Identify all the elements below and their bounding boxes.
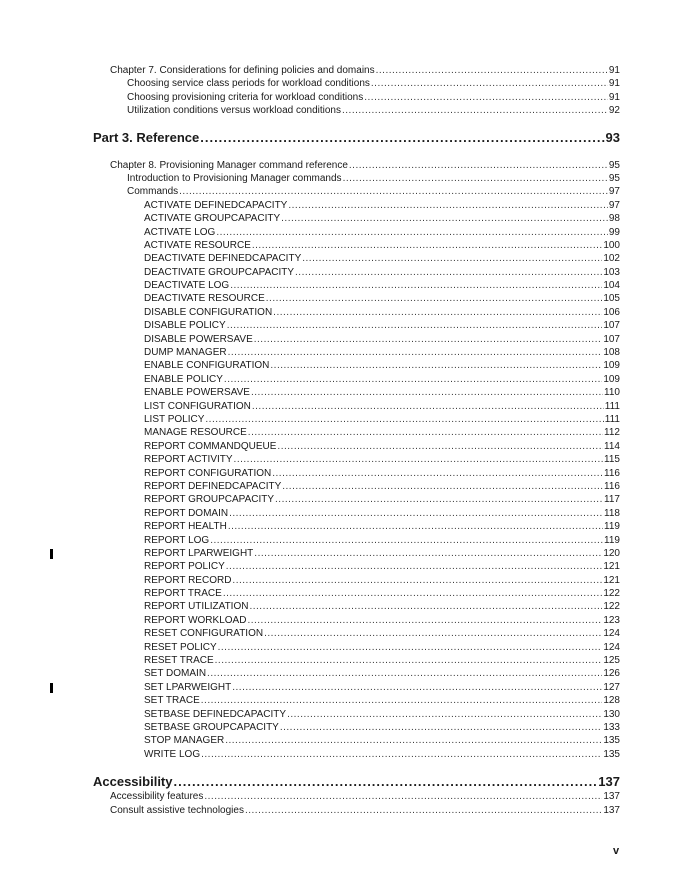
- toc-entry[interactable]: [0, 534, 620, 547]
- dot-leader: [249, 600, 602, 613]
- toc-entry[interactable]: [0, 480, 620, 493]
- toc-entry-page: 124: [603, 628, 620, 640]
- toc-entry-title: MANAGE RESOURCE: [144, 427, 247, 439]
- toc-entry-title: REPORT LPARWEIGHT: [144, 547, 254, 559]
- dot-leader: [245, 804, 602, 817]
- toc-entry[interactable]: [0, 694, 620, 707]
- toc-entry-page: 108: [603, 347, 620, 359]
- toc-entry-page: 122: [603, 588, 620, 600]
- revision-change-bar: [50, 683, 53, 693]
- toc-entry[interactable]: [0, 547, 620, 560]
- toc-entry-page: 99: [608, 226, 620, 238]
- toc-entry[interactable]: [0, 333, 620, 346]
- toc-entry-page: 124: [603, 641, 620, 653]
- dot-leader: [200, 130, 604, 146]
- part-page: 93: [605, 129, 620, 145]
- toc-entry-page: 112: [604, 427, 620, 439]
- dot-leader: [252, 239, 602, 252]
- toc-entry-title: Chapter 7. Considerations for defining policies and domains: [110, 65, 375, 76]
- toc-entry-page: 119: [604, 521, 620, 533]
- toc-entry-page: 97: [608, 199, 620, 211]
- toc-entry-title: WRITE LOG: [144, 748, 201, 760]
- toc-entry-title: REPORT GROUPCAPACITY: [144, 494, 275, 506]
- accessibility-title: Accessibility: [93, 774, 173, 790]
- toc-entry[interactable]: [0, 708, 620, 721]
- toc-entry[interactable]: [0, 574, 620, 587]
- toc-entry[interactable]: [0, 64, 620, 77]
- toc-entry-title: ENABLE POLICY: [144, 373, 223, 385]
- toc-entry-title: Introduction to Provisioning Manager commands: [127, 172, 342, 184]
- toc-group-chapter-7: [0, 64, 680, 118]
- revision-change-bar: [50, 549, 53, 559]
- dot-leader: [277, 440, 603, 453]
- page-number: v: [613, 845, 620, 857]
- toc-entry[interactable]: [0, 520, 620, 533]
- dot-leader: [230, 279, 602, 292]
- toc-entry[interactable]: [0, 426, 620, 439]
- toc-entry[interactable]: [0, 493, 620, 506]
- toc-entry-title: SET DOMAIN: [144, 668, 207, 680]
- dot-leader: [270, 359, 602, 372]
- toc-entry[interactable]: [0, 159, 620, 172]
- dot-leader: [364, 91, 608, 104]
- dot-leader: [264, 627, 602, 640]
- toc-entry[interactable]: [0, 654, 620, 667]
- dot-leader: [254, 333, 603, 346]
- toc-entry[interactable]: [0, 627, 620, 640]
- toc-entry-page: 135: [603, 748, 620, 760]
- toc-entry[interactable]: [0, 681, 620, 694]
- dot-leader: [302, 252, 602, 265]
- toc-entry-title: DEACTIVATE DEFINEDCAPACITY: [144, 253, 302, 265]
- toc-part-heading[interactable]: [0, 130, 620, 146]
- dot-leader: [207, 667, 602, 680]
- table-of-contents: [0, 64, 680, 817]
- toc-entry[interactable]: [0, 359, 620, 372]
- toc-entry-page: 111: [604, 400, 620, 412]
- dot-leader: [229, 507, 603, 520]
- toc-entry[interactable]: [0, 386, 620, 399]
- toc-entry-page: 116: [604, 480, 620, 492]
- toc-entry-page: 111: [604, 413, 620, 425]
- toc-entry-title: ACTIVATE LOG: [144, 226, 216, 238]
- toc-entry[interactable]: [0, 467, 620, 480]
- toc-entry-title: LIST POLICY: [144, 413, 205, 425]
- toc-entry-page: 109: [603, 373, 620, 385]
- toc-entry-title: SET TRACE: [144, 695, 200, 707]
- toc-entry[interactable]: [0, 306, 620, 319]
- dot-leader: [201, 748, 602, 761]
- dot-leader: [273, 306, 602, 319]
- toc-entry-title: REPORT COMMANDQUEUE: [144, 440, 277, 452]
- dot-leader: [232, 574, 602, 587]
- toc-entry-title: RESET POLICY: [144, 641, 217, 653]
- dot-leader: [225, 734, 602, 747]
- toc-entry-page: 95: [608, 159, 620, 171]
- toc-entry-title: Consult assistive technologies: [110, 804, 244, 816]
- toc-entry-title: REPORT DOMAIN: [144, 507, 229, 519]
- dot-leader: [349, 159, 608, 172]
- dot-leader: [272, 467, 603, 480]
- dot-leader: [218, 641, 603, 654]
- toc-entry-title: DISABLE POLICY: [144, 320, 226, 332]
- toc-entry-page: 100: [603, 239, 620, 251]
- toc-entry-title: SETBASE DEFINEDCAPACITY: [144, 708, 287, 720]
- toc-entry[interactable]: [0, 587, 620, 600]
- toc-entry-title: REPORT TRACE: [144, 588, 222, 600]
- toc-entry-page: 118: [604, 507, 620, 519]
- toc-entry-page: 107: [603, 333, 620, 345]
- dot-leader: [228, 520, 603, 533]
- dot-leader: [224, 373, 602, 386]
- toc-entry[interactable]: [0, 641, 620, 654]
- dot-leader: [343, 172, 608, 185]
- toc-entry-page: 95: [608, 172, 620, 184]
- toc-entry[interactable]: [0, 346, 620, 359]
- toc-entry[interactable]: [0, 292, 620, 305]
- toc-entry-title: DISABLE CONFIGURATION: [144, 306, 273, 318]
- toc-entry[interactable]: [0, 507, 620, 520]
- dot-leader: [210, 534, 603, 547]
- toc-entry-page: 105: [603, 293, 620, 305]
- toc-accessibility-heading[interactable]: [0, 774, 620, 790]
- toc-entry-title: DISABLE POWERSAVE: [144, 333, 253, 345]
- dot-leader: [281, 212, 608, 225]
- toc-entry-title: SETBASE GROUPCAPACITY: [144, 721, 279, 733]
- toc-entry[interactable]: [0, 804, 620, 817]
- toc-entry-page: 133: [603, 721, 620, 733]
- dot-leader: [232, 681, 602, 694]
- dot-leader: [247, 614, 602, 627]
- toc-entry-title: REPORT WORKLOAD: [144, 614, 247, 626]
- toc-entry-page: 92: [608, 105, 620, 117]
- toc-entry-page: 121: [603, 561, 620, 573]
- toc-entry[interactable]: [0, 400, 620, 413]
- toc-entry-page: 120: [603, 547, 620, 559]
- toc-entry-title: DEACTIVATE RESOURCE: [144, 293, 265, 305]
- toc-entry-title: ACTIVATE DEFINEDCAPACITY: [144, 199, 288, 211]
- toc-entry-title: REPORT LOG: [144, 534, 210, 546]
- dot-leader: [376, 64, 608, 77]
- toc-entry-title: SET LPARWEIGHT: [144, 681, 232, 693]
- toc-entry-title: Utilization conditions versus workload conditions: [127, 105, 341, 117]
- toc-entry-title: RESET TRACE: [144, 655, 214, 667]
- toc-entry-page: 97: [608, 186, 620, 198]
- toc-entry-title: ENABLE POWERSAVE: [144, 387, 250, 399]
- toc-group-chapter-8: [0, 159, 680, 762]
- toc-entry[interactable]: [0, 600, 620, 613]
- toc-entry-page: 130: [603, 708, 620, 720]
- toc-entry[interactable]: [0, 172, 620, 185]
- dot-leader: [252, 400, 604, 413]
- dot-leader: [228, 346, 603, 359]
- toc-entry[interactable]: [0, 239, 620, 252]
- dot-leader: [266, 292, 603, 305]
- toc-entry[interactable]: [0, 373, 620, 386]
- dot-leader: [174, 774, 598, 790]
- dot-leader: [205, 413, 603, 426]
- toc-entry[interactable]: [0, 185, 620, 198]
- dot-leader: [226, 560, 603, 573]
- toc-entry[interactable]: [0, 721, 620, 734]
- toc-entry-page: 127: [603, 681, 620, 693]
- dot-leader: [234, 453, 604, 466]
- toc-entry-page: 110: [604, 387, 620, 399]
- accessibility-page: 137: [598, 774, 620, 790]
- toc-entry-page: 114: [604, 440, 620, 452]
- dot-leader: [288, 199, 608, 212]
- toc-entry-page: 123: [603, 614, 620, 626]
- toc-entry-title: LIST CONFIGURATION: [144, 400, 251, 412]
- toc-entry-title: REPORT CONFIGURATION: [144, 467, 272, 479]
- dot-leader: [227, 319, 603, 332]
- toc-entry-page: 91: [608, 91, 620, 103]
- toc-entry-page: 126: [603, 668, 620, 680]
- dot-leader: [282, 480, 603, 493]
- toc-entry-title: STOP MANAGER: [144, 735, 225, 747]
- toc-entry-title: REPORT RECORD: [144, 574, 232, 586]
- toc-group-accessibility: [0, 790, 680, 817]
- toc-entry-page: 117: [604, 494, 620, 506]
- dot-leader: [371, 77, 608, 90]
- toc-entry-page: 98: [608, 213, 620, 225]
- toc-entry-title: Commands: [127, 186, 179, 198]
- toc-entry-title: DEACTIVATE LOG: [144, 280, 230, 292]
- toc-entry[interactable]: [0, 77, 620, 90]
- toc-entry-page: 102: [603, 253, 620, 265]
- toc-entry-page: 106: [603, 306, 620, 318]
- toc-entry[interactable]: [0, 413, 620, 426]
- toc-entry[interactable]: [0, 252, 620, 265]
- toc-entry-page: 137: [603, 791, 620, 803]
- dot-leader: [215, 654, 603, 667]
- toc-entry[interactable]: [0, 440, 620, 453]
- toc-entry-page: 91: [608, 65, 620, 76]
- toc-entry-page: 137: [603, 804, 620, 816]
- toc-entry[interactable]: [0, 614, 620, 627]
- dot-leader: [275, 493, 603, 506]
- toc-entry-page: 107: [603, 320, 620, 332]
- dot-leader: [216, 226, 608, 239]
- toc-entry[interactable]: [0, 748, 620, 761]
- toc-entry[interactable]: [0, 790, 620, 803]
- toc-entry-title: REPORT ACTIVITY: [144, 454, 233, 466]
- toc-entry[interactable]: [0, 279, 620, 292]
- toc-entry-title: DUMP MANAGER: [144, 347, 227, 359]
- toc-entry-page: 91: [608, 78, 620, 90]
- toc-entry-title: REPORT POLICY: [144, 561, 225, 573]
- dot-leader: [287, 708, 602, 721]
- toc-entry[interactable]: [0, 199, 620, 212]
- toc-entry[interactable]: [0, 453, 620, 466]
- toc-entry[interactable]: [0, 212, 620, 225]
- toc-entry-page: 109: [603, 360, 620, 372]
- toc-entry-page: 119: [604, 534, 620, 546]
- toc-entry-page: 104: [603, 280, 620, 292]
- toc-entry-title: REPORT UTILIZATION: [144, 601, 249, 613]
- toc-entry-title: Chapter 8. Provisioning Manager command reference: [110, 159, 348, 171]
- toc-entry[interactable]: [0, 266, 620, 279]
- dot-leader: [248, 426, 603, 439]
- toc-entry[interactable]: [0, 319, 620, 332]
- dot-leader: [280, 721, 602, 734]
- toc-entry-page: 115: [604, 454, 620, 466]
- dot-leader: [223, 587, 603, 600]
- dot-leader: [295, 266, 602, 279]
- dot-leader: [201, 694, 603, 707]
- toc-entry-page: 128: [603, 695, 620, 707]
- part-title: Part 3. Reference: [93, 129, 200, 145]
- toc-entry-page: 121: [603, 574, 620, 586]
- toc-entry-title: ACTIVATE RESOURCE: [144, 239, 251, 251]
- toc-entry[interactable]: [0, 667, 620, 680]
- toc-entry-title: ENABLE CONFIGURATION: [144, 360, 270, 372]
- dot-leader: [254, 547, 602, 560]
- toc-entry-page: 103: [603, 266, 620, 278]
- toc-entry-page: 135: [603, 735, 620, 747]
- dot-leader: [251, 386, 603, 399]
- toc-entry-title: ACTIVATE GROUPCAPACITY: [144, 213, 281, 225]
- toc-entry[interactable]: [0, 104, 620, 117]
- toc-entry-title: Choosing service class periods for workload conditions: [127, 78, 370, 90]
- toc-entry-title: RESET CONFIGURATION: [144, 628, 264, 640]
- toc-entry-title: REPORT HEALTH: [144, 521, 227, 533]
- toc-entry-title: Choosing provisioning criteria for workload conditions: [127, 91, 364, 103]
- dot-leader: [204, 790, 602, 803]
- toc-entry[interactable]: [0, 560, 620, 573]
- toc-entry-title: Accessibility features: [110, 791, 204, 803]
- toc-entry[interactable]: [0, 91, 620, 104]
- toc-entry-page: 116: [604, 467, 620, 479]
- toc-entry-page: 125: [603, 655, 620, 667]
- toc-entry-title: REPORT DEFINEDCAPACITY: [144, 480, 282, 492]
- dot-leader: [179, 185, 608, 198]
- toc-entry-page: 122: [603, 601, 620, 613]
- dot-leader: [342, 104, 608, 117]
- toc-entry-title: DEACTIVATE GROUPCAPACITY: [144, 266, 295, 278]
- toc-entry[interactable]: [0, 226, 620, 239]
- toc-entry[interactable]: [0, 734, 620, 747]
